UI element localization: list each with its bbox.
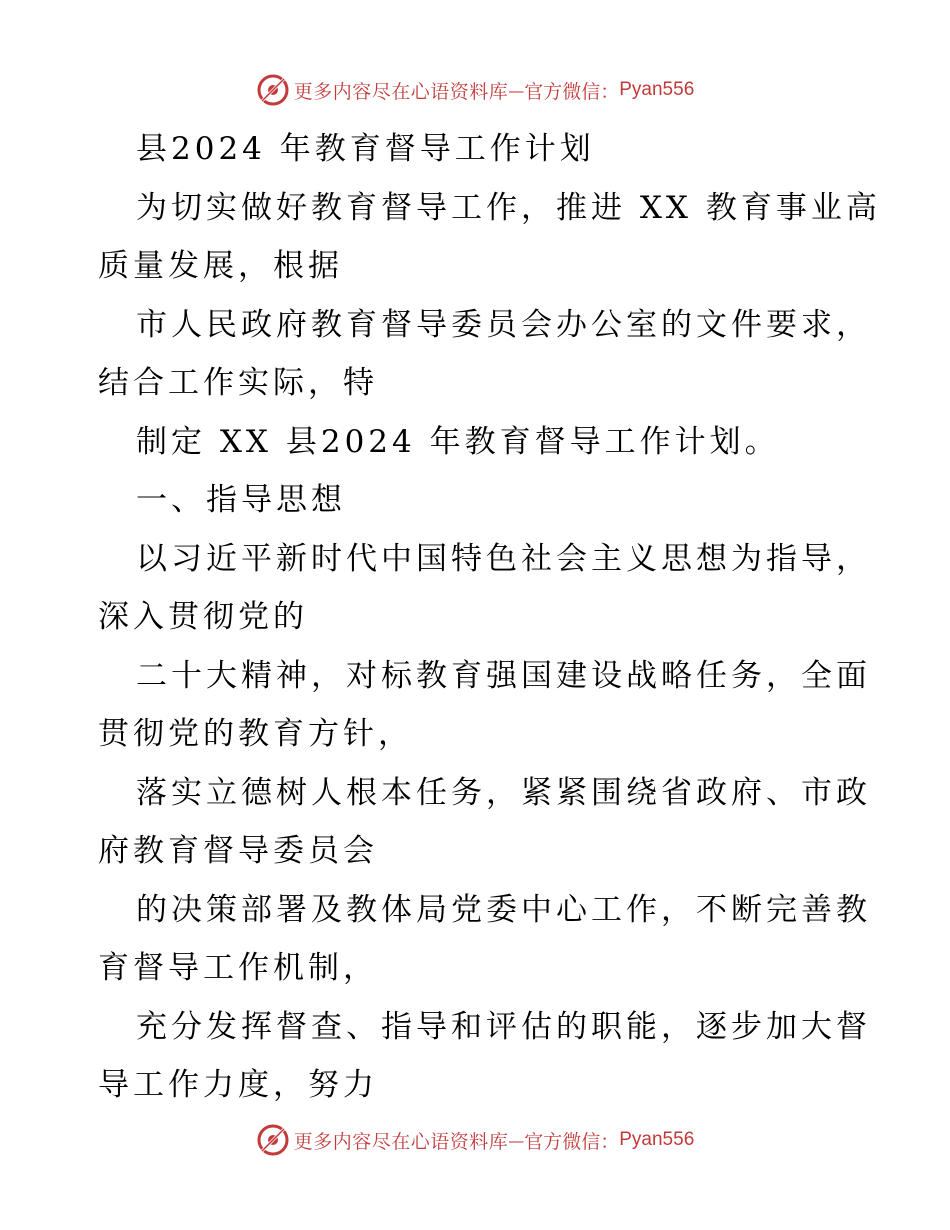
- text-line: 导工作力度，努力: [98, 1067, 378, 1103]
- banner-text: 更多内容尽在心语资料库: [293, 1130, 509, 1153]
- text-line: 质量发展，根据: [98, 248, 343, 284]
- banner-suffix: 官方微信：: [524, 80, 620, 103]
- text-line: 以习近平新时代中国特色社会主义思想为指导，: [136, 540, 871, 577]
- text-line: 制定 XX 县2024 年教育督导工作计划。: [136, 423, 780, 460]
- text-line: 为切实做好教育督导工作，推进 XX 教育事业高: [136, 189, 881, 226]
- banner-suffix: 官方微信：: [524, 1130, 620, 1153]
- section-heading: 一、指导思想: [136, 482, 346, 518]
- text-line: 府教育督导委员会: [98, 833, 378, 869]
- banner-text: 更多内容尽在心语资料库: [293, 80, 509, 103]
- banner-separator: —: [508, 1130, 525, 1150]
- text-line: 的决策部署及教体局党委中心工作，不断完善教: [136, 891, 871, 928]
- text-line: 深入贯彻党的: [98, 599, 308, 635]
- brand-logo-icon: [256, 73, 290, 107]
- text-line: 二十大精神，对标教育强国建设战略任务，全面: [136, 657, 871, 694]
- text-line: 贯彻党的教育方针，: [98, 716, 413, 752]
- banner-wechat-id: Pyan556: [619, 1129, 695, 1150]
- text-line: 育督导工作机制，: [98, 950, 378, 986]
- text-line: 市人民政府教育督导委员会办公室的文件要求，: [136, 306, 871, 343]
- doc-title: 县2024 年教育督导工作计划: [136, 131, 595, 167]
- text-line: 充分发挥督查、指导和评估的职能，逐步加大督: [136, 1008, 871, 1045]
- text-line: 落实立德树人根本任务，紧紧围绕省政府、市政: [136, 774, 871, 811]
- header-banner: [0, 70, 950, 110]
- document-body: [98, 120, 881, 1115]
- footer-banner: [0, 1120, 950, 1160]
- banner-separator: —: [508, 80, 525, 100]
- banner-wechat-id: Pyan556: [619, 79, 695, 100]
- text-line: 结合工作实际，特: [98, 365, 378, 401]
- brand-logo-icon: [256, 1123, 290, 1157]
